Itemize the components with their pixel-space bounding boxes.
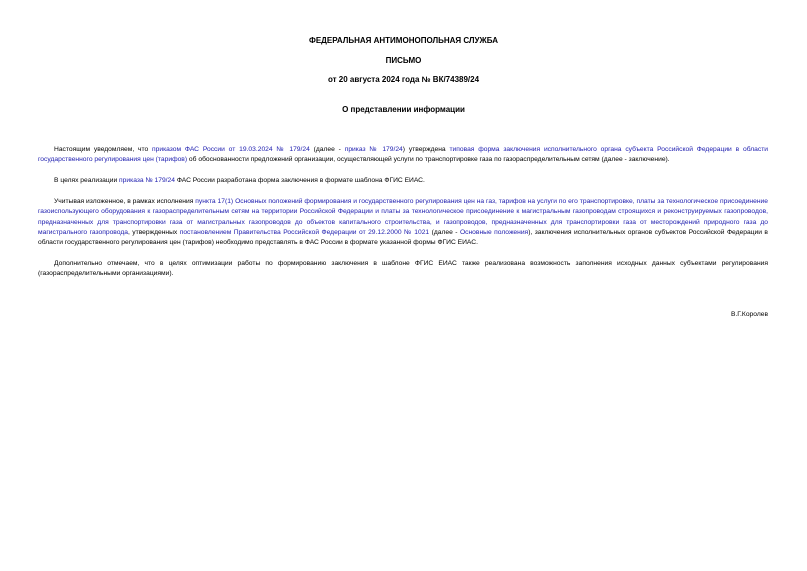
paragraph-1-text-3: ) утверждена (402, 146, 450, 153)
link-clause-17-1[interactable]: пункта 17(1) Основных положений формирования и государственного регулирования цен на газ, тарифов на услуги по его транспортировке, платы за технологическое присоединение газоиспользующего оборудования к газораспределительным сетям на территории Российской Федерации и платы за технологическое присоединение к магистральным газопроводам строящихся и реконструируемых газопроводов, предназначенных для транспортировки газа от магистральных газопроводов до объектов капитального строительства, и газопроводов, предназначенных для транспортировки газа от месторождений природного газа до магистрального газопровода (38, 198, 768, 236)
document-type: ПИСЬМО (385, 56, 422, 65)
document-subject: О представлении информации (342, 105, 465, 114)
paragraph-1-text-1: Настоящим уведомляем, что (54, 146, 153, 153)
document-date-number: от 20 августа 2024 года № ВК/74389/24 (327, 75, 480, 84)
link-standard-form[interactable]: типовая форма заключения исполнительного органа субъекта Российской Федерации в области государственного регулирования цен (тарифов) (38, 146, 768, 164)
paragraph-2 (38, 176, 768, 186)
paragraph-2-text-2: ФАС России разработана форма заключения в формате шаблона ФГИС ЕИАС. (174, 177, 425, 184)
paragraph-1-text-2: (далее - (309, 146, 345, 153)
link-government-decree-1021[interactable]: постановлением Правительства Российской Федерации от 29.12.2000 № 1021 (179, 228, 430, 236)
link-basic-provisions[interactable]: Основные положения (459, 228, 529, 236)
agency-name: ФЕДЕРАЛЬНАЯ АНТИМОНОПОЛЬНАЯ СЛУЖБА (309, 36, 498, 45)
link-order-179-24-full[interactable]: приказом ФАС России от 19.03.2024 № 179/24 (152, 146, 310, 153)
paragraph-2-text-1: В целях реализации (54, 177, 120, 184)
paragraph-3-text-2: , утвержденных (127, 228, 180, 236)
link-order-179-24[interactable]: приказ № 179/24 (344, 146, 403, 153)
paragraph-3-text-4: ), заключения исполнительных органов субъектов Российской Федерации в области государственного регулирования цен (тарифов) необходимо представлять в ФАС России в формате указанной формы ФГИС ЕИАС. (38, 228, 768, 247)
paragraph-4-text-1: Дополнительно отмечаем, что в целях оптимизации работы по формированию заключения в шаблоне ФГИС ЕИАС также реализована возможность заполнения исходных данных субъектами регулирования (газораспределительными организациями). (38, 260, 768, 278)
paragraph-3-text-3: (далее - (429, 228, 460, 236)
paragraph-3-text-1: Учитывая изложенное, в рамках исполнения (54, 198, 196, 205)
signature: В.Г.Королев (730, 311, 768, 318)
paragraph-4 (38, 259, 768, 280)
link-order-179-24-second[interactable]: приказа № 179/24 (119, 177, 175, 184)
paragraph-1 (38, 145, 768, 166)
paragraph-3 (38, 197, 768, 248)
paragraph-1-text-4: об обоснованности предложений организации, осуществляющей услуги по транспортировке газа по газораспределительным сетям (далее - заключение). (187, 156, 670, 164)
